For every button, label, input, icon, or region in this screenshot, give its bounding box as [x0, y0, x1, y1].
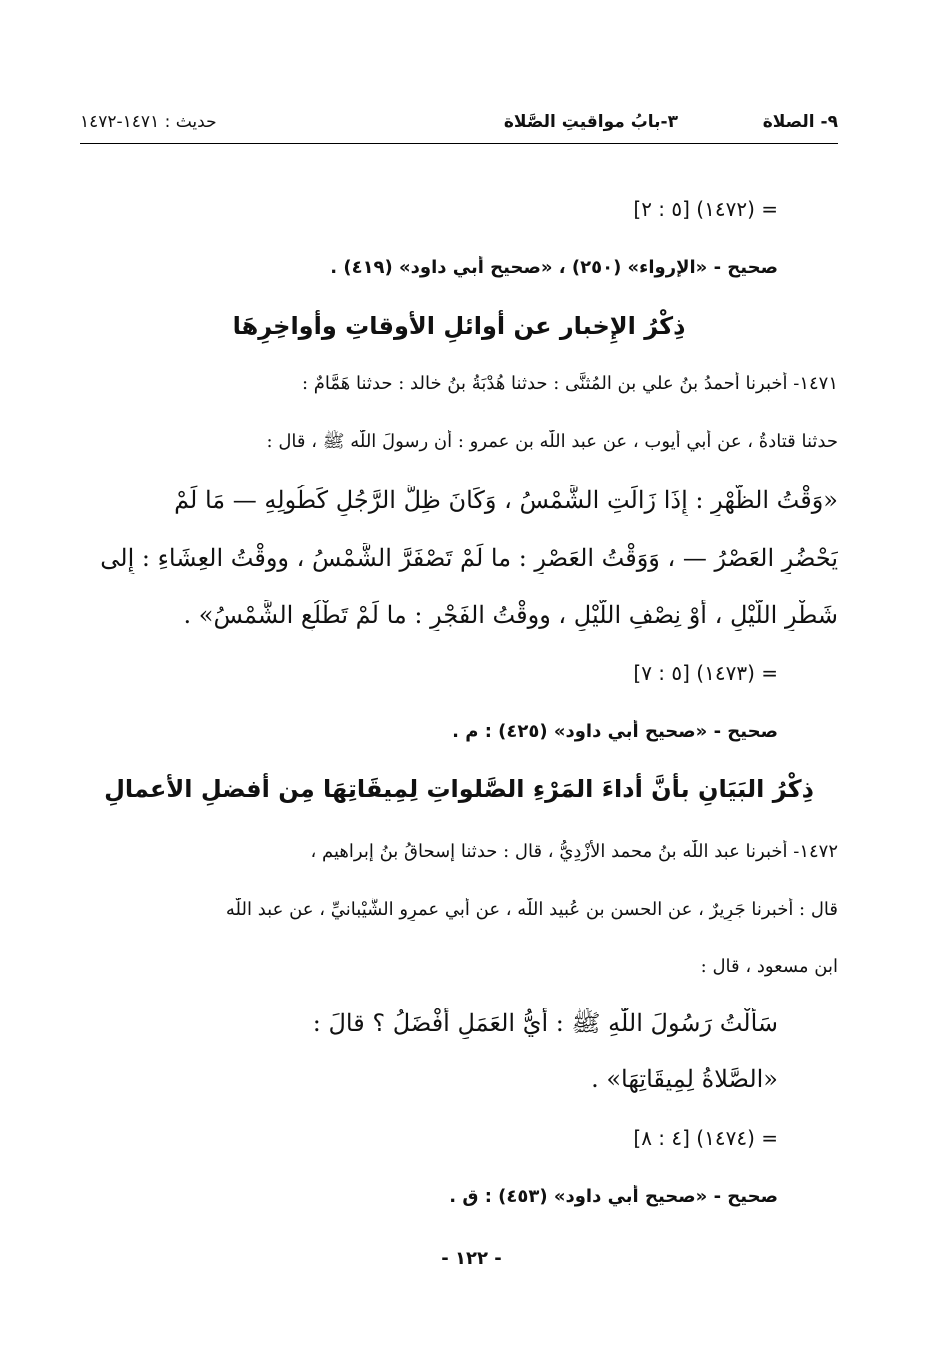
grading-note: صحيح - «صحيح أبي داود» (٤٢٥) : م .	[452, 721, 778, 742]
matn-line: «وَقْتُ الظُّهْرِ : إِذَا زَالَتِ الشَّمْسُ ، وَكَانَ ظِلُّ الرَّجُلِ كَطُولِهِ — مَا لَمْ	[174, 486, 838, 514]
matn-line: سَأَلْتُ رَسُولَ اللّٰهِ ﷺ : أَيُّ العَمَلِ أَفْضَلُ ؟ قالَ :	[312, 1009, 778, 1037]
cross-reference: = (١٤٧٤) [٤ : ٨]	[633, 1126, 778, 1150]
isnad-line: ١٤٧٢- أخبرنا عبد اللّٰه بنُ محمد الأَزْدِيُّ ، قال : حدثنا إسحاقُ بنُ إبراهيم ،	[310, 841, 838, 862]
chapter-heading: ذِكْرُ الإِخبار عن أوائلِ الأوقاتِ وأواخِرِهَا	[232, 312, 686, 340]
cross-reference: = (١٤٧٣) [٥ : ٧]	[633, 661, 778, 685]
isnad-line: ابن مسعود ، قال :	[700, 956, 838, 977]
cross-reference: = (١٤٧٢) [٥ : ٢]	[633, 197, 778, 221]
chapter-title: ٩- الصلاة	[762, 112, 838, 132]
chapter-heading: ذِكْرُ البَيَانِ بأنَّ أداءَ المَرْءِ الصَّلواتِ لِمِيقَاتِهَا مِن أفضلِ الأعمالِ	[104, 775, 814, 803]
grading-note: صحيح - «صحيح أبي داود» (٤٥٣) : ق .	[449, 1186, 778, 1207]
page-number: - ١٢٢ -	[441, 1248, 502, 1269]
isnad-line: قال : أخبرنا جَرِيرٌ ، عن الحسنِ بن عُبيد اللّٰه ، عن أبي عمرٍو الشَّيْبانيِّ ، عن عبد اللّٰه	[225, 899, 838, 920]
isnad-line: حدثنا قتادةُ ، عن أبي أيوب ، عن عبد اللّٰه بن عمرو : أن رسولَ اللّٰه ﷺ ، قال :	[266, 431, 838, 452]
running-header	[80, 108, 838, 138]
section-title: ٣-بابُ مواقيتِ الصَّلاة	[503, 112, 678, 132]
hadith-range: حديث : ١٤٧١-١٤٧٢	[80, 112, 217, 132]
matn-line: «الصَّلاةُ لِمِيقَاتِهَا» .	[591, 1065, 778, 1093]
matn-line: يَحْضُرِ العَصْرُ — ، وَوَقْتُ العَصْرِ : ما لَمْ تَصْفَرَّ الشَّمْسُ ، ووقْتُ العِشَاءِ : إِلى	[100, 544, 838, 572]
isnad-line: ١٤٧١- أخبرنا أحمدُ بنُ علي بن المُثنَّى : حدثنا هُدْبَةُ بنُ خالد : حدثنا هَمَّامٌ :	[301, 373, 838, 394]
header-rule	[80, 143, 838, 144]
grading-note: صحيح - «الإرواء» (٢٥٠) ، «صحيح أبي داود» (٤١٩) .	[330, 257, 778, 278]
matn-line: شَطْرِ اللَّيْلِ ، أَوْ نِصْفِ اللَّيْلِ ، ووقْتُ الفَجْرِ : ما لَمْ تَطْلُعِ الشَّمْسُ» .	[183, 601, 838, 629]
